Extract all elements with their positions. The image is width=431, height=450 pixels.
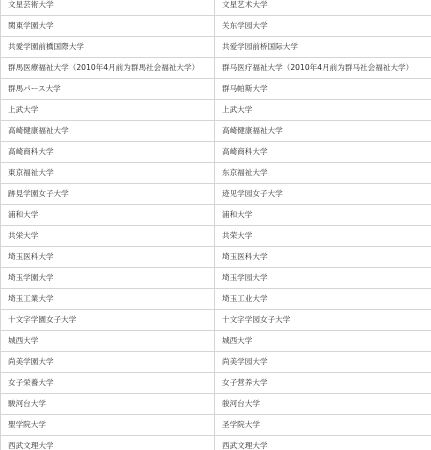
japanese-name-cell: 女子栄養大学 xyxy=(1,373,215,394)
table-row xyxy=(1,100,431,121)
table-row xyxy=(1,16,431,37)
japanese-name-cell: 上武大学 xyxy=(1,100,215,121)
japanese-name-cell: 跡見学園女子大学 xyxy=(1,184,215,205)
table-row xyxy=(1,310,431,331)
table-row xyxy=(1,79,431,100)
table-row xyxy=(1,121,431,142)
table-row xyxy=(1,226,431,247)
chinese-name-cell: 西武文理大学 xyxy=(215,436,431,450)
chinese-name-cell: 圣学院大学 xyxy=(215,415,431,436)
table-row xyxy=(1,331,431,352)
japanese-name-cell: 尚美学園大学 xyxy=(1,352,215,373)
table-row xyxy=(1,163,431,184)
chinese-name-cell: 高崎健康福祉大学 xyxy=(215,121,431,142)
japanese-name-cell: 浦和大学 xyxy=(1,205,215,226)
japanese-name-cell: 西武文理大学 xyxy=(1,436,215,450)
table-row xyxy=(1,415,431,436)
chinese-name-cell: 尚美学园大学 xyxy=(215,352,431,373)
table-row xyxy=(1,58,431,79)
table-row xyxy=(1,0,431,16)
japanese-name-cell: 東京福祉大学 xyxy=(1,163,215,184)
japanese-name-cell: 高崎商科大学 xyxy=(1,142,215,163)
chinese-name-cell: 文星艺术大学 xyxy=(215,0,431,16)
table-body xyxy=(1,0,431,450)
japanese-name-cell: 共栄大学 xyxy=(1,226,215,247)
chinese-name-cell: 关东学园大学 xyxy=(215,16,431,37)
japanese-name-cell: 城西大学 xyxy=(1,331,215,352)
japanese-name-cell: 群馬パース大学 xyxy=(1,79,215,100)
table-row xyxy=(1,436,431,450)
japanese-name-cell: 埼玉医科大学 xyxy=(1,247,215,268)
chinese-name-cell: 骏河台大学 xyxy=(215,394,431,415)
table-row xyxy=(1,142,431,163)
japanese-name-cell: 埼玉工業大学 xyxy=(1,289,215,310)
chinese-name-cell: 埼玉学园大学 xyxy=(215,268,431,289)
chinese-name-cell: 高崎商科大学 xyxy=(215,142,431,163)
chinese-name-cell: 共爱学园前桥国际大学 xyxy=(215,37,431,58)
table-row xyxy=(1,289,431,310)
chinese-name-cell: 十文字学园女子大学 xyxy=(215,310,431,331)
chinese-name-cell: 群马帕斯大学 xyxy=(215,79,431,100)
chinese-name-cell: 群马医疗福祉大学（2010年4月前为群马社会福祉大学） xyxy=(215,58,431,79)
chinese-name-cell: 城西大学 xyxy=(215,331,431,352)
table-row xyxy=(1,37,431,58)
chinese-name-cell: 浦和大学 xyxy=(215,205,431,226)
chinese-name-cell: 东京福祉大学 xyxy=(215,163,431,184)
japanese-name-cell: 共愛学園前橋国際大学 xyxy=(1,37,215,58)
chinese-name-cell: 共荣大学 xyxy=(215,226,431,247)
table-row xyxy=(1,184,431,205)
japanese-name-cell: 埼玉学園大学 xyxy=(1,268,215,289)
table-row xyxy=(1,394,431,415)
japanese-name-cell: 高崎健康福祉大学 xyxy=(1,121,215,142)
japanese-name-cell: 十文字学園女子大学 xyxy=(1,310,215,331)
table-row xyxy=(1,352,431,373)
table-row xyxy=(1,247,431,268)
chinese-name-cell: 上武大学 xyxy=(215,100,431,121)
japanese-name-cell: 群馬医療福祉大学（2010年4月前为群馬社会福祉大学） xyxy=(1,58,215,79)
chinese-name-cell: 埼玉工业大学 xyxy=(215,289,431,310)
japanese-name-cell: 文星芸術大学 xyxy=(1,0,215,16)
chinese-name-cell: 埼玉医科大学 xyxy=(215,247,431,268)
table-row xyxy=(1,205,431,226)
chinese-name-cell: 迹见学园女子大学 xyxy=(215,184,431,205)
japanese-name-cell: 関東学園大学 xyxy=(1,16,215,37)
table-row xyxy=(1,268,431,289)
japanese-name-cell: 聖学院大学 xyxy=(1,415,215,436)
chinese-name-cell: 女子营养大学 xyxy=(215,373,431,394)
japanese-name-cell: 駿河台大学 xyxy=(1,394,215,415)
table-row xyxy=(1,373,431,394)
